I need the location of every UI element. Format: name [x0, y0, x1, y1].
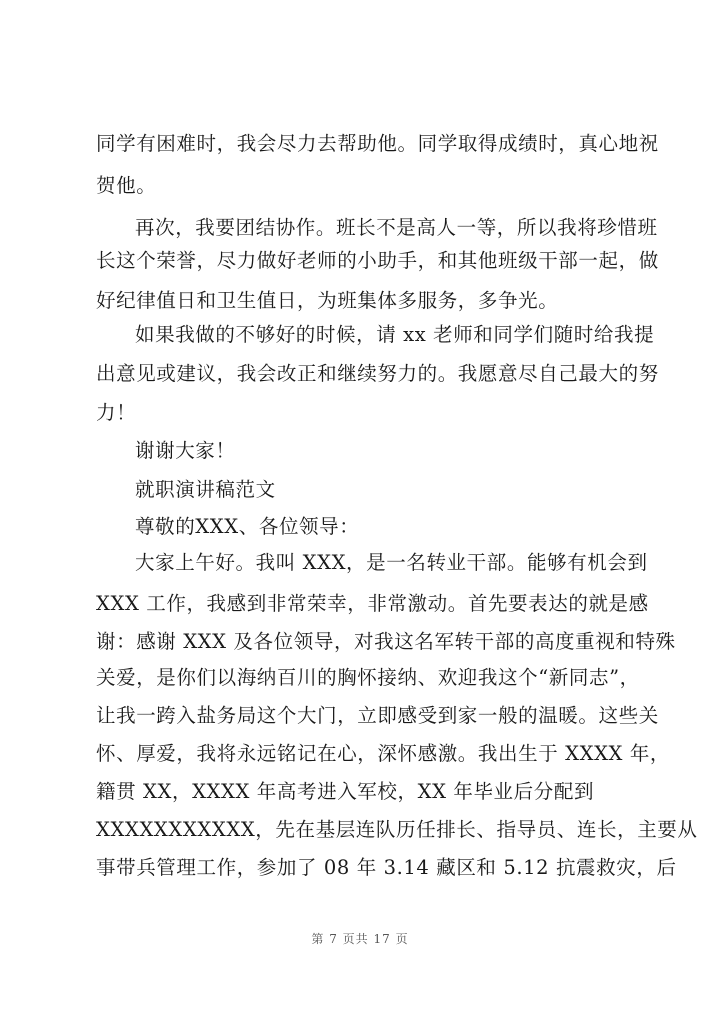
text-line: 好纪律值日和卫生值日，为班集体多服务，多争光。 — [96, 289, 559, 312]
text-line: 如果我做的不够好的时候，请 xx 老师和同学们随时给我提 — [135, 323, 655, 346]
text-line: 怀、厚爱，我将永远铭记在心，深怀感激。我出生于 XXXX 年， — [96, 742, 671, 765]
text-line: 就职演讲稿范文 — [135, 478, 276, 501]
text-line: 籍贯 XX，XXXX 年高考进入军校，XX 年毕业后分配到 — [96, 780, 595, 803]
text-line: 同学有困难时，我会尽力去帮助他。同学取得成绩时，真心地祝 — [96, 132, 659, 155]
text-line: 关爱，是你们以海纳百川的胸怀接纳、欢迎我这个“新同志”， — [96, 666, 640, 689]
text-line: 让我一跨入盐务局这个大门，立即感受到家一般的温暖。这些关 — [96, 704, 659, 727]
text-line: 事带兵管理工作，参加了 08 年 3.14 藏区和 5.12 抗震救灾，后 — [96, 856, 677, 879]
text-line: 力！ — [96, 401, 137, 424]
text-line: 谢：感谢 XXX 及各位领导，对我这名军转干部的高度重视和特殊 — [96, 630, 676, 653]
text-line: 出意见或建议，我会改正和继续努力的。我愿意尽自己最大的努 — [96, 362, 659, 385]
text-line: 谢谢大家！ — [135, 439, 236, 462]
text-line: 长这个荣誉，尽力做好老师的小助手，和其他班级干部一起，做 — [96, 249, 659, 272]
text-line: 尊敬的XXX、各位领导： — [135, 515, 360, 538]
text-line: XXXXXXXXXXX，先在基层连队历任排长、指导员、连长，主要从 — [96, 818, 698, 841]
text-line: 大家上午好。我叫 XXX，是一名转业干部。能够有机会到 — [135, 551, 648, 574]
text-line: 贺他。 — [96, 174, 157, 197]
text-line: XXX 工作，我感到非常荣幸，非常激动。首先要表达的就是感 — [96, 592, 649, 615]
text-line: 再次，我要团结协作。班长不是高人一等，所以我将珍惜班 — [135, 216, 658, 239]
page-number: 第 7 页共 17 页 — [311, 932, 409, 946]
